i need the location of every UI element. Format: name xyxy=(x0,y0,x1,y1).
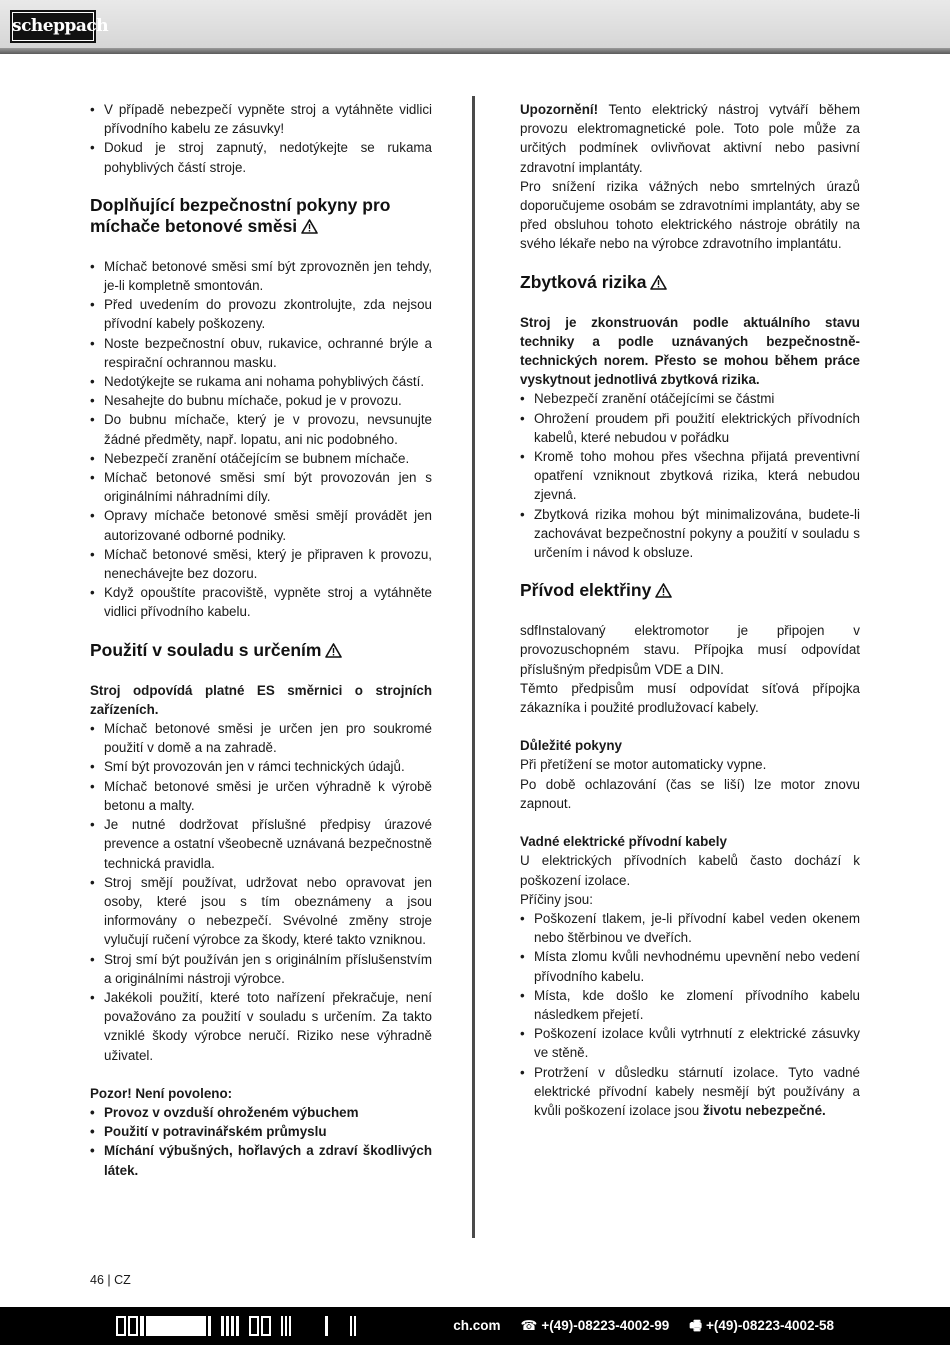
forbidden-bullet-list xyxy=(90,1103,432,1180)
list-item: • Jakékoli použití, které toto nařízení překračuje, není považováno za použití v souladu s určením. Za takto vzniklé škody výrobce neručí. Riziko nese výhradně uživatel. xyxy=(90,988,432,1065)
list-item: • Míchání výbušných, hořlavých a zdraví škodlivých látek. xyxy=(90,1141,432,1179)
safety-bullet-list xyxy=(90,257,432,622)
list-item: • Ohrožení proudem při použití elektrických přívodních kabelů, které nebudou v pořádku xyxy=(520,409,860,447)
list-item: • Míchač betonové směsi smí být provozován jen s originálními náhradními díly. xyxy=(90,468,432,506)
list-item: • V případě nebezpečí vypněte stroj a vytáhněte vidlici přívodního kabelu ze zásuvky! xyxy=(90,100,432,138)
phone-contact: ☎ +(49)-08223-4002-99 xyxy=(520,1318,670,1333)
usage-bullet-list xyxy=(90,719,432,1065)
column-divider xyxy=(472,96,475,1238)
power-text: sdfInstalovaný elektromotor je připojen v provozuschopném stavu. Přípojka musí odpovídat příslušným předpisům VDE a DIN. xyxy=(520,623,860,677)
fax-contact: 🖷 +(49)-08223-4002-58 xyxy=(689,1318,834,1333)
residual-bullet-list xyxy=(520,389,860,562)
footer-bar xyxy=(0,1307,950,1345)
important-text: Po době ochlazování (čas se liší) lze motor znovu zapnout. xyxy=(520,776,860,811)
right-column xyxy=(520,100,860,1120)
list-item: • Smí být provozován jen v rámci technických údajů. xyxy=(90,757,432,776)
emf-notice xyxy=(520,100,860,177)
footer-garbled-text xyxy=(116,1316,356,1338)
forbidden-heading: Pozor! Není povoleno: xyxy=(90,1085,233,1101)
list-item: • Místa zlomu kvůli nevhodnému upevnění nebo vedení přívodního kabelu. xyxy=(520,947,860,985)
header-divider xyxy=(0,48,950,54)
list-item: • Míchač betonové směsi, který je připraven k provozu, nenechávejte bez dozoru. xyxy=(90,545,432,583)
list-item: • Je nutné dodržovat příslušné předpisy úrazové prevence a ostatní všeobecně uznávaná bezpečnostně technická pravidla. xyxy=(90,815,432,873)
left-column xyxy=(90,100,432,1180)
list-item: • Míchač betonové směsi smí být zprovozněn jen tehdy, je-li kompletně smontován. xyxy=(90,257,432,295)
list-item: • Stroj smějí používat, udržovat nebo opravovat jen osoby, které jsou s tím obeznámeny a jsou informovány o nebezpečí. Svévolné změny stroje vylučují ručení výrobce za škody, které takto vzniknou. xyxy=(90,873,432,950)
notice-text: Tento elektrický nástroj vytváří během provozu elektromagnetické pole. Toto pole může za určitých podmínek ovlivňovat aktivní nebo pasivní zdravotní implantáty. xyxy=(520,102,860,175)
list-item: • Míchač betonové směsi je určen jen pro soukromé použití v domě a na zahradě. xyxy=(90,719,432,757)
cables-text: U elektrických přívodních kabelů často dochází k poškození izolace. xyxy=(520,853,860,888)
list-item: • Místa, kde došlo ke zlomení přívodního kabelu následkem přejetí. xyxy=(520,986,860,1024)
fax-icon: 🖷 xyxy=(689,1318,703,1333)
list-item: • Nebezpečí zranění otáčejícím se bubnem míchače. xyxy=(90,449,432,468)
usage-heading: Použití v souladu s určením xyxy=(90,640,432,661)
list-item: • Nebezpečí zranění otáčejícími se částmi xyxy=(520,389,860,408)
list-item: • Do bubnu míchače, který je v provozu, nevsunujte žádné předměty, např. lopatu, ani nic podobného. xyxy=(90,410,432,448)
power-supply-heading: Přívod elektřiny xyxy=(520,580,860,601)
page-number: 46 | CZ xyxy=(90,1273,131,1287)
list-item: • Opravy míchače betonové směsi smějí provádět jen autorizované odborné podniky. xyxy=(90,506,432,544)
list-item: • Noste bezpečnostní obuv, rukavice, ochranné brýle a respirační ochrannou masku. xyxy=(90,334,432,372)
power-text: Těmto předpisům musí odpovídat síťová přípojka zákazníka i použité prodlužovací kabely. xyxy=(520,680,860,716)
residual-risks-heading: Zbytková rizika xyxy=(520,272,860,293)
important-text: Při přetížení se motor automaticky vypne. xyxy=(520,757,767,773)
website-fragment[interactable]: ch.com xyxy=(453,1318,501,1333)
footer-contacts xyxy=(453,1317,834,1335)
usage-intro: Stroj odpovídá platné ES směrnici o strojních zařízeních. xyxy=(90,682,432,717)
cables-bullet-list xyxy=(520,909,860,1120)
list-item: • Provoz v ovzduší ohroženém výbuchem xyxy=(90,1103,432,1122)
list-item: • Nedotýkejte se rukama ani nohama pohyblivých částí. xyxy=(90,372,432,391)
faulty-cables-heading: Vadné elektrické přívodní kabely xyxy=(520,834,727,850)
list-item: • Před uvedením do provozu zkontrolujte, zda nejsou přívodní kabely poškozeny. xyxy=(90,295,432,333)
list-item: • Poškození tlakem, je-li přívodní kabel veden okenem nebo štěrbinou ve dveřích. xyxy=(520,909,860,947)
emf-notice-recommendation: Pro snížení rizika vážných nebo smrtelných úrazů doporučujeme osobám se zdravotními implantáty, aby se před obsluhou tohoto elektrického nástroje obrátily na svého lékaře nebo na výrobce zdravotního implantátu. xyxy=(520,178,860,252)
list-item: • Míchač betonové směsi je určen výhradně k výrobě betonu a malty. xyxy=(90,777,432,815)
list-item: • Poškození izolace kvůli vytrhnutí z elektrické zásuvky ve stěně. xyxy=(520,1024,860,1062)
list-item: • Použití v potravinářském průmyslu xyxy=(90,1122,432,1141)
intro-bullet-list xyxy=(90,100,432,177)
list-item: • Kromě toho mohou přes všechna přijatá preventivní opatření vzniknout zbytková rizika, která nebudou zjevná. xyxy=(520,447,860,505)
warning-triangle-icon xyxy=(325,643,342,658)
warning-triangle-icon xyxy=(655,583,672,598)
cables-text: Příčiny jsou: xyxy=(520,891,593,907)
notice-label: Upozornění! xyxy=(520,102,599,117)
safety-heading: Doplňující bezpečnostní pokyny pro míchače betonové směsi xyxy=(90,194,391,236)
list-item: • Když opouštíte pracoviště, vypněte stroj a vytáhněte vidlici přívodního kabelu. xyxy=(90,583,432,621)
list-item: • Nesahejte do bubnu míchače, pokud je v provozu. xyxy=(90,391,432,410)
list-item: • Dokud je stroj zapnutý, nedotýkejte se rukama pohyblivých částí stroje. xyxy=(90,138,432,176)
list-item: • Zbytková rizika mohou být minimalizována, budete-li zachovávat bezpečnostní pokyny a použití v souladu s určením i návod k obsluze. xyxy=(520,505,860,563)
phone-icon: ☎ xyxy=(520,1318,538,1333)
important-heading: Důležité pokyny xyxy=(520,738,622,754)
warning-triangle-icon xyxy=(650,275,667,290)
list-item: • Stroj smí být používán jen s originálním příslušenstvím a originálními nástroji výrobce. xyxy=(90,950,432,988)
header-bar xyxy=(0,0,950,48)
list-item: • Protržení v důsledku stárnutí izolace. Tyto vadné elektrické přívodní kabely nesmějí být používány a kvůli poškození izolace jsou životu nebezpečné. xyxy=(520,1063,860,1121)
warning-triangle-icon xyxy=(301,219,318,234)
residual-intro: Stroj je zkonstruován podle aktuálního stavu techniky a podle uznávaných bezpečnostně-technických norem. Přesto se mohou během práce vyskytnout jednotlivá zbytková rizika. xyxy=(520,314,860,388)
scheppach-logo: scheppach xyxy=(10,10,96,43)
